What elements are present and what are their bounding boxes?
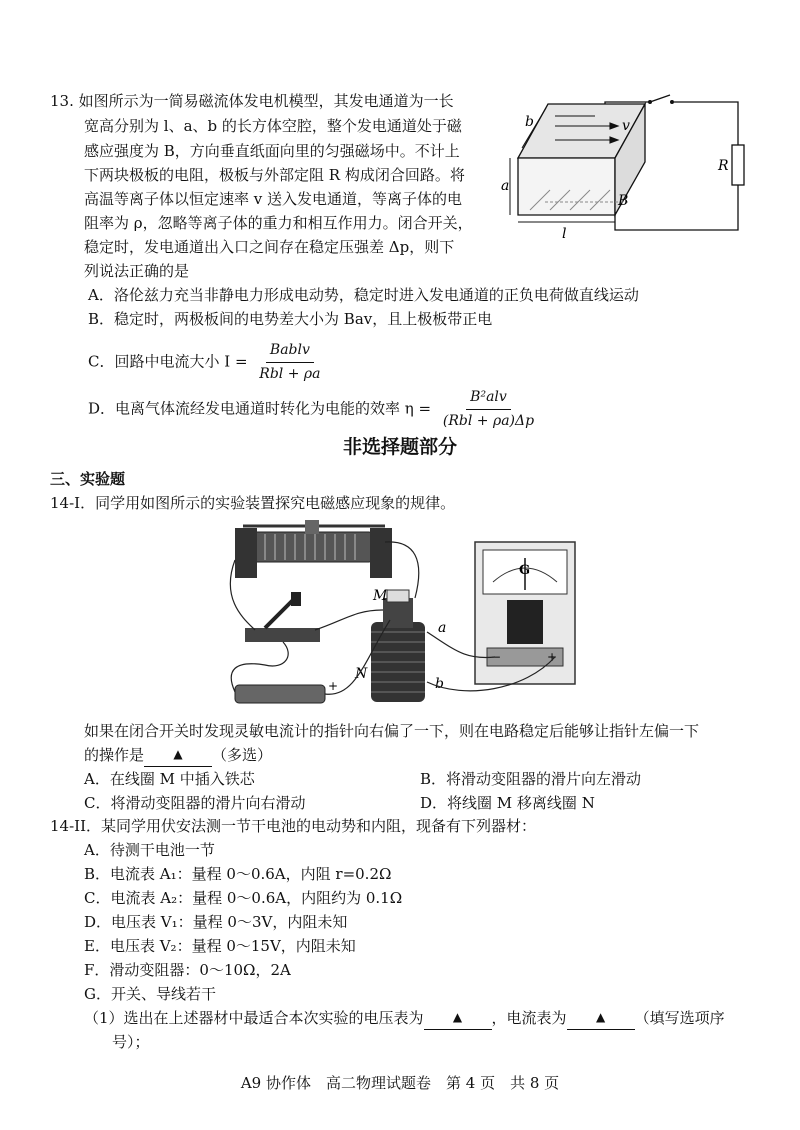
q13-option-b: B．稳定时，两极板间的电势差大小为 Bav，且上极板带正电: [88, 310, 493, 328]
part-title: 三、实验题: [50, 470, 126, 488]
knife-switch-icon: [245, 628, 320, 642]
q13-line: 宽高分别为 l、a、b 的长方体空腔，整个发电通道处于磁: [84, 117, 462, 135]
q13-option-a: A．洛伦兹力充当非静电力形成电动势，稳定时进入发电通道的正负电荷做直线运动: [88, 286, 639, 304]
label-B: B: [618, 193, 629, 209]
q13-line: 阻率为 ρ，忽略等离子体的重力和相互作用力。闭合开关，: [84, 214, 473, 232]
galvanometer-minus: −: [491, 650, 502, 664]
label-G: G: [519, 563, 531, 578]
label-M: M: [373, 588, 388, 604]
mhd-generator-figure: [500, 90, 760, 240]
q13-line: 高温等离子体以恒定速率 v 送入发电通道，等离子体的电: [84, 190, 463, 208]
q13-line: 感应强度为 B，方向垂直纸面向里的匀强磁场中。不计上: [84, 142, 460, 160]
equipment-item: C．电流表 A₂：量程 0～0.6A，内阻约为 0.1Ω: [84, 889, 403, 907]
q14-1-option-d: D．将线圈 M 移离线圈 N: [420, 794, 595, 812]
q14-1-question: 的操作是 ▲ （多选）: [84, 744, 272, 769]
switch-icon: [650, 95, 670, 102]
q14-1-option-c: C．将滑动变阻器的滑片向右滑动: [84, 794, 306, 812]
equipment-item: B．电流表 A₁：量程 0～0.6A，内阻 r=0.2Ω: [84, 865, 392, 883]
q13-line: 13. 如图所示为一简易磁流体发电机模型，其发电通道为一长: [50, 92, 454, 110]
battery-plus: +: [328, 679, 339, 693]
equipment-item: F．滑动变阻器：0～10Ω，2A: [84, 961, 291, 979]
q14-2-sub1-cont: 号）；: [112, 1033, 150, 1051]
q13-option-d: D．电离气体流经发电通道时转化为电能的效率 η = $\frac{\text{B²alv}}{\text{(Rbl + ρa)Δp}}$: [88, 386, 541, 433]
label-l: l: [562, 226, 567, 240]
q14-2-sub1: （1）选出在上述器材中最适合本次实验的电压表为 ▲ ，电流表为 ▲ （填写选项序: [84, 1007, 725, 1032]
label-v: v: [622, 118, 630, 134]
q14-1-stem: 14-I．同学用如图所示的实验装置探究电磁感应现象的规律。: [50, 494, 456, 512]
label-R: R: [718, 158, 729, 174]
section-header: 非选择题部分: [342, 436, 457, 458]
ammeter-answer-blank[interactable]: ▲: [567, 1005, 635, 1030]
formula-fraction: $\frac{\text{B²alv}}{\text{(Rbl + ρa)Δp}}$: [439, 386, 538, 433]
label-a: a: [501, 178, 510, 194]
resistor-icon: [732, 145, 744, 185]
q13-option-c: C．回路中电流大小 I = $\frac{\text{Bablv}}{\text{Rbl + ρa}}$: [88, 339, 328, 386]
q13-line: 下两块极板的电阻，极板与外部定阻 R 构成闭合回路。将: [84, 166, 465, 184]
equipment-item: G．开关、导线若干: [84, 985, 216, 1003]
equipment-item: A．待测干电池一节: [84, 841, 215, 859]
voltmeter-answer-blank[interactable]: ▲: [424, 1005, 492, 1030]
label-b: b: [435, 676, 444, 692]
q13-line: 列说法正确的是: [84, 262, 190, 280]
equipment-item: E．电压表 V₂：量程 0～15V，内阻未知: [84, 937, 356, 955]
label-b: b: [525, 114, 534, 130]
galvanometer-plus: +: [547, 650, 558, 664]
q14-2-stem: 14-II．某同学用伏安法测一节干电池的电动势和内阻，现备有下列器材：: [50, 817, 537, 835]
q13-line: 稳定时，发电通道出入口之间存在稳定压强差 Δp，则下: [84, 238, 455, 256]
answer-blank[interactable]: ▲: [144, 742, 212, 767]
induction-apparatus-figure: [225, 520, 585, 710]
label-N: N: [355, 666, 368, 682]
page-footer: A9 协作体 高二物理试题卷 第 4 页 共 8 页: [240, 1074, 560, 1092]
q14-1-option-a: A．在线圈 M 中插入铁芯: [84, 770, 255, 788]
q14-1-paragraph: 如果在闭合开关时发现灵敏电流计的指针向右偏了一下，则在电路稳定后能够让指针左偏一下: [84, 722, 700, 740]
battery-icon: [235, 685, 325, 703]
q14-1-option-b: B．将滑动变阻器的滑片向左滑动: [420, 770, 642, 788]
label-a: a: [438, 620, 447, 636]
equipment-item: D．电压表 V₁：量程 0～3V，内阻未知: [84, 913, 348, 931]
formula-fraction: $\frac{\text{Bablv}}{\text{Rbl + ρa}}$: [255, 339, 324, 386]
